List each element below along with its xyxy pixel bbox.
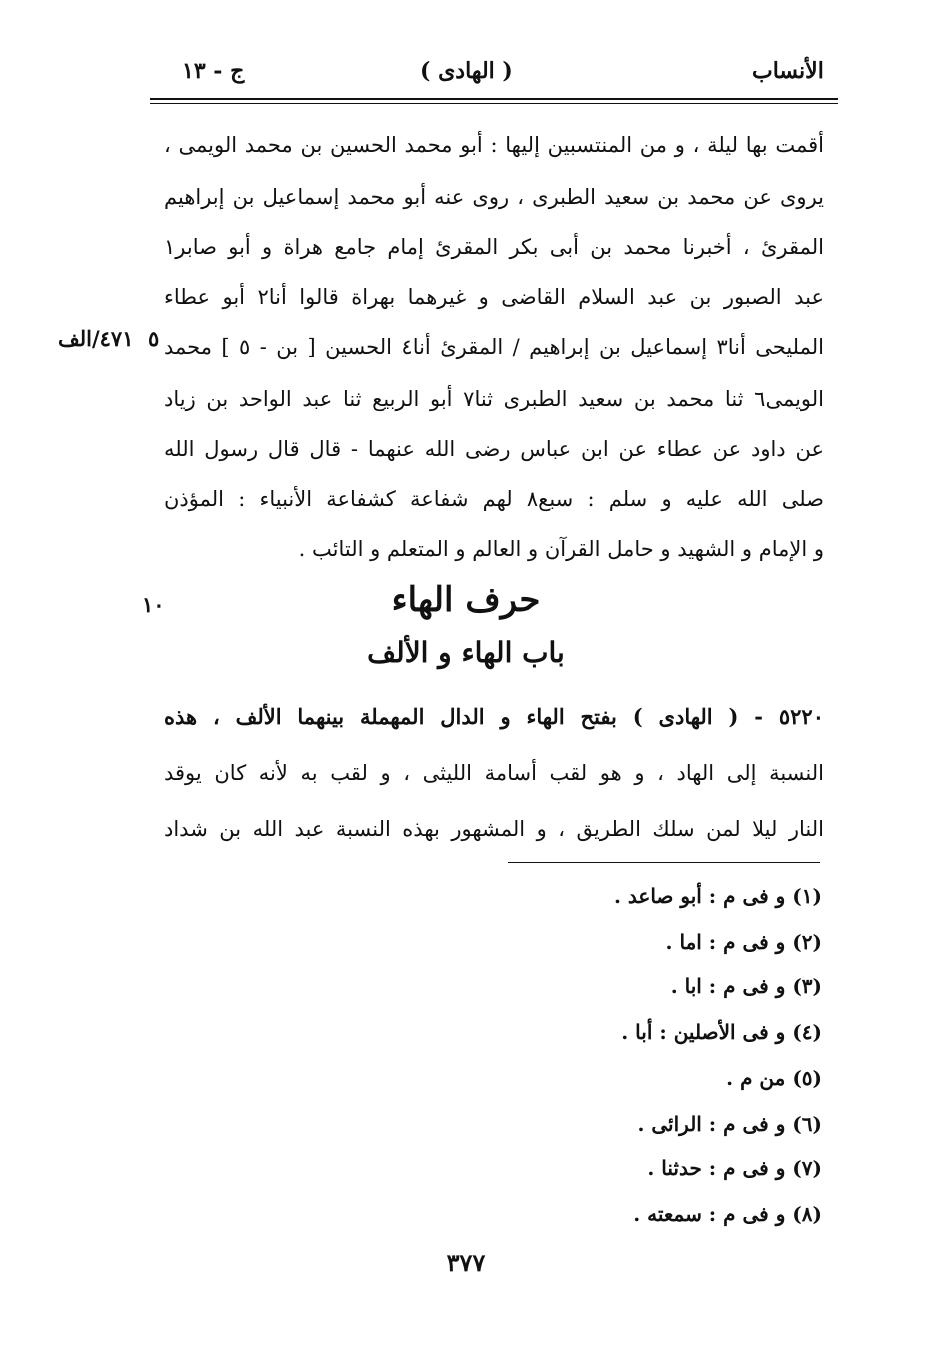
margin-line-number-10: ١٠ <box>142 592 165 617</box>
body-line-2: يروى عن محمد بن سعيد الطبرى ، روى عنه أبو محمد إسماعيل بن إبراهيم <box>164 185 824 209</box>
body-line-3: المقرئ ، أخبرنا محمد بن أبى بكر المقرئ إمام جامع هراة و أبو صابر١ <box>164 235 824 259</box>
body-line-5: المليحى أنا٣ إسماعيل بن إبراهيم / المقرئ أنا٤ الحسين [ بن - ٥ ] محمد <box>164 335 824 359</box>
running-head-book-title: الأنساب <box>752 58 824 84</box>
entry-line-3: النار ليلا لمن سلك الطريق ، و المشهور بهذه النسبة عبد الله بن شداد <box>164 817 824 841</box>
body-line-7: عن داود عن عطاء عن ابن عباس رضى الله عنهما - قال قال رسول الله <box>164 437 824 461</box>
section-title: حرف الهاء <box>391 580 541 620</box>
header-rule <box>150 98 838 100</box>
page-number: ٣٧٧ <box>446 1248 486 1277</box>
running-head-volume: ج - ١٣ <box>182 58 245 84</box>
body-line-8: صلى الله عليه و سلم : سبع٨ لهم شفاعة كشفاعة الأنبياء : المؤذن <box>164 487 824 511</box>
footnote-rule <box>508 862 820 863</box>
running-head-entry: ( الهادى ) <box>420 58 513 84</box>
body-line-4: عبد الصبور بن عبد السلام القاضى و غيرهما بهراة قالوا أنا٢ أبو عطاء <box>164 285 824 309</box>
body-line-1: أقمت بها ليلة ، و من المنتسبين إليها : أبو محمد الحسين بن محمد الويمى ، <box>164 133 824 157</box>
body-line-6: الويمى٦ ثنا محمد بن سعيد الطبرى ثنا٧ أبو الربيع ثنا عبد الواحد بن زياد <box>164 387 825 411</box>
footnote-5: (٥) من م . <box>726 1066 822 1090</box>
footnote-6: (٦) و فى م : الرائى . <box>637 1112 822 1136</box>
entry-line-2: النسبة إلى الهاد ، و هو لقب أسامة الليثى ، و لقب به لأنه كان يوقد <box>164 761 824 785</box>
margin-line-number-5: ٥ <box>148 326 160 351</box>
margin-folio: ٤٧١/الف <box>58 326 134 351</box>
chapter-title: باب الهاء و الألف <box>367 636 565 669</box>
footnote-8: (٨) و فى م : سمعته . <box>633 1202 822 1226</box>
footnote-2: (٢) و فى م : اما . <box>665 930 822 954</box>
footnote-1: (١) و فى م : أبو صاعد . <box>613 884 822 908</box>
footnote-7: (٧) و فى م : حدثنا . <box>647 1156 822 1180</box>
footnote-3: (٣) و فى م : ابا . <box>670 974 822 998</box>
header-rule-thin <box>150 103 838 104</box>
entry-line-1: ٥٢٢٠ - ( الهادى ) بفتح الهاء و الدال المهملة بينهما الألف ، هذه <box>164 704 824 729</box>
footnote-4: (٤) و فى الأصلين : أبا . <box>621 1020 822 1044</box>
body-line-9: و الإمام و الشهيد و حامل القرآن و العالم و المتعلم و التائب . <box>298 537 824 561</box>
